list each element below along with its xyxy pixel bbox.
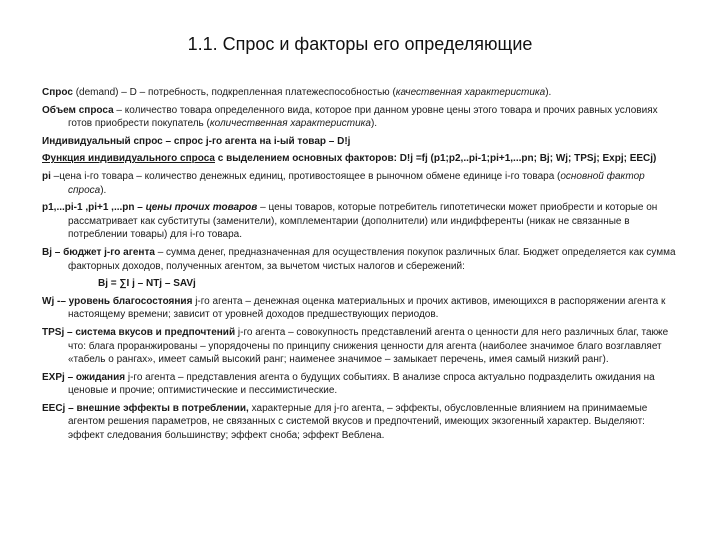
lead: Bj [42, 246, 52, 258]
slide-title: 1.1. Спрос и факторы его определяющие [187, 34, 533, 54]
lead: EXPj [42, 371, 65, 383]
definition-expectations [42, 371, 682, 398]
definition-wealth [42, 295, 682, 322]
text-end: ). [100, 184, 107, 196]
text: – количество товара определенного вида, которое при данном уровне цены этого товара и прочих равных условиях готов приобрести покупатель ( [68, 104, 658, 130]
term: Функция индивидуального спроса [42, 153, 215, 165]
text: j-го агента – представления агента о будущих событиях. В анализе спроса актуально подразделить ожидания на ценовые и прочие; оптимистические и пессимистические. [68, 371, 655, 397]
text: j-го агента – денежная оценка материальных и прочих активов, имеющихся в распоряжении агента к настоящему времени; зависит от уровней доходов предшествующих периодов. [68, 295, 666, 321]
formula: с выделением основных факторов: D!j =fj (p1;p2,..pi-1;pi+1,...pn; Bj; Wj; TPSj; Expj; EECj) [215, 153, 657, 165]
slide-body [42, 86, 682, 447]
text: j-го агента – совокупность представлений агента о ценности для него различных благ, также что: блага проранжированы – упорядочены по принципу снижения ценности для агента (наиболее значимое благо возглавляет «табель о рангах», имеет самый высокий ранг; наименее значимое – замыкает перечень, имея самый низкий ранг). [68, 326, 669, 366]
text-end: ). [370, 118, 378, 130]
definition-price [42, 170, 682, 197]
text: – цены товаров, которые потребитель гипотетически может приобрести и которые он рассматривает как субституты (заменители), комплементарии (дополнители) или индифференты (никак не связанные в потреблении товары) для i-го товара. [68, 202, 658, 241]
term: Объем спроса [42, 104, 114, 116]
definition-external-effects [42, 402, 682, 443]
term: – внешние эффекты в потреблении, [65, 402, 249, 414]
definition-budget [42, 246, 682, 273]
definition-function [42, 152, 682, 166]
text-end: ). [545, 87, 552, 98]
text: (demand) – D – потребность, подкрепленная платежеспособностью ( [72, 87, 396, 98]
definition-demand [42, 86, 682, 100]
note: основной фактор спроса [68, 170, 645, 196]
lead: p1,...pi-1 ,pi+1 ,...pn [42, 202, 135, 214]
lead: EECj [42, 402, 66, 414]
budget-formula: Bj = ∑I j – NTj – SAVj [98, 278, 196, 290]
term: – система вкусов и предпочтений [64, 326, 236, 338]
note: количественная характеристика [209, 118, 371, 130]
definition-tastes [42, 326, 682, 367]
definition-volume [42, 104, 682, 131]
text: характерные для j-го агента, – эффекты, обусловленные влиянием на принимаемые агентом решения параметров, не связанных с системой вкусов и предпочтений, имеющих экзогенный характер. Выделяют: эффект следования большинству; эффект сноба; эффект Веблена. [68, 402, 648, 442]
term: – бюджет j-го агента [52, 246, 155, 258]
term: Спрос [42, 87, 73, 98]
lead: pi [42, 170, 51, 182]
definition-other-prices [42, 201, 682, 242]
lead: Wj [42, 295, 55, 307]
term: -– уровень благосостояния [54, 295, 193, 307]
text: –цена i-го товара – количество денежных единиц, противостоящее в рыночном обмене единице i-го товара ( [50, 170, 561, 182]
term: – цены прочих товаров [134, 202, 258, 214]
lead: TPSj [42, 326, 65, 338]
text: – сумма денег, предназначенная для осуществления покупок различных благ. Бюджет определяется как сумма факторных доходов, полученных агентом, за вычетом чистых налогов и сбережений: [68, 246, 676, 272]
term: – ожидания [64, 371, 126, 383]
note: качественная характеристика [395, 87, 546, 98]
definition-individual: Индивидуальный спрос – спрос j-го агента на i-ый товар – D!j [42, 135, 351, 147]
